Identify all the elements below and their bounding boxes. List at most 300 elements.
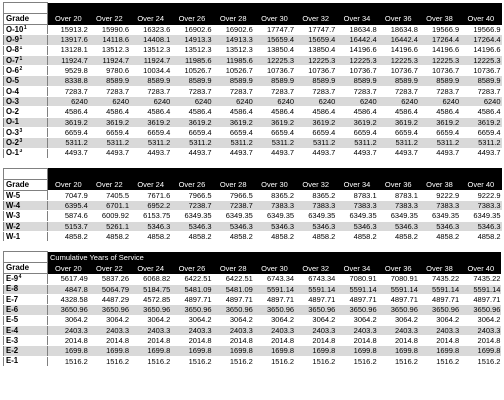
pay-cell: 2014.8 xyxy=(130,336,171,346)
pay-cell: 12225.3 xyxy=(378,55,419,65)
grade-cell xyxy=(4,66,48,76)
grade-cell xyxy=(4,232,48,242)
pay-cell: 4586.4 xyxy=(378,107,419,117)
pay-cell: 11924.7 xyxy=(89,55,130,65)
grade-label: O-2 xyxy=(6,138,19,148)
footnote-marker: 2 xyxy=(19,65,23,72)
pay-cell: 9529.8 xyxy=(48,66,89,76)
pay-cell: 1516.2 xyxy=(130,356,171,366)
pay-cell: 1516.2 xyxy=(295,356,336,366)
pay-cell: 14196.6 xyxy=(460,45,501,55)
grade-cell xyxy=(4,201,48,211)
table-row xyxy=(4,232,502,242)
table-row xyxy=(4,97,502,107)
grade-label: O-10 xyxy=(6,24,24,34)
pay-cell: 14408.1 xyxy=(130,35,171,45)
pay-cell: 2014.8 xyxy=(171,336,212,346)
table-row xyxy=(4,45,502,55)
pay-cell: 4858.2 xyxy=(254,232,295,242)
grade-cell xyxy=(4,211,48,221)
column-header: Over 22 xyxy=(89,263,130,274)
pay-cell: 4858.2 xyxy=(48,232,89,242)
table-row xyxy=(4,107,502,117)
grade-cell xyxy=(4,55,48,65)
grade-cell xyxy=(4,305,48,315)
pay-cell: 1699.8 xyxy=(130,346,171,356)
pay-cell: 4493.7 xyxy=(171,148,212,158)
grade-label: O-1 xyxy=(6,117,19,127)
column-header: Over 30 xyxy=(254,179,295,190)
pay-cell: 6659.4 xyxy=(130,127,171,137)
pay-cell: 10736.7 xyxy=(254,66,295,76)
pay-cell: 5311.2 xyxy=(419,138,460,148)
pay-cell: 10736.7 xyxy=(419,66,460,76)
pay-cell: 11985.6 xyxy=(171,55,212,65)
pay-cell: 15913.2 xyxy=(48,25,89,35)
pay-cell: 17264.4 xyxy=(419,35,460,45)
pay-cell: 15659.4 xyxy=(254,35,295,45)
pay-cell: 7283.7 xyxy=(419,86,460,96)
pay-cell: 19566.9 xyxy=(460,25,501,35)
grade-cell xyxy=(4,127,48,137)
pay-cell: 7283.7 xyxy=(378,86,419,96)
header-row xyxy=(4,14,502,25)
column-header: Over 26 xyxy=(171,179,212,190)
pay-cell: 6659.4 xyxy=(213,127,254,137)
grade-label: E-8 xyxy=(6,284,19,294)
grade-cell xyxy=(4,76,48,86)
pay-cell: 8589.9 xyxy=(213,76,254,86)
column-header: Over 24 xyxy=(130,14,171,25)
pay-cell: 6743.34 xyxy=(254,274,295,284)
pay-cell: 3064.2 xyxy=(378,315,419,325)
pay-cell: 6240 xyxy=(213,97,254,107)
pay-cell: 7383.3 xyxy=(336,201,377,211)
pay-cell: 3619.2 xyxy=(419,117,460,127)
pay-cell: 4858.2 xyxy=(419,232,460,242)
pay-cell: 1516.2 xyxy=(171,356,212,366)
column-header: Over 40 xyxy=(460,179,501,190)
footnote-marker: 4 xyxy=(18,274,22,281)
pay-cell: 15659.4 xyxy=(295,35,336,45)
pay-cell: 4493.7 xyxy=(130,148,171,158)
column-header: Over 38 xyxy=(419,179,460,190)
pay-cell: 3064.2 xyxy=(295,315,336,325)
grade-label: W-4 xyxy=(6,200,21,210)
grade-cell xyxy=(4,274,48,284)
header-row xyxy=(4,179,502,190)
pay-cell: 4897.71 xyxy=(295,294,336,304)
pay-cell: 4586.4 xyxy=(171,107,212,117)
pay-cell: 6240 xyxy=(419,97,460,107)
pay-cell: 7671.6 xyxy=(130,190,171,200)
table-row xyxy=(4,138,502,148)
pay-cell: 4493.7 xyxy=(48,148,89,158)
pay-cell: 6659.4 xyxy=(254,127,295,137)
pay-cell: 6659.4 xyxy=(336,127,377,137)
pay-cell: 5064.79 xyxy=(89,284,130,294)
pay-cell: 7283.7 xyxy=(460,86,501,96)
pay-cell: 2403.3 xyxy=(171,325,212,335)
grade-label: E-2 xyxy=(6,346,19,356)
pay-cell: 7383.3 xyxy=(419,201,460,211)
pay-cell: 2403.3 xyxy=(48,325,89,335)
pay-cell: 6240 xyxy=(295,97,336,107)
pay-cell: 3650.96 xyxy=(89,305,130,315)
grade-label: W-1 xyxy=(6,231,21,241)
pay-cell: 7283.7 xyxy=(295,86,336,96)
pay-cell: 2403.3 xyxy=(419,325,460,335)
pay-cell: 6743.34 xyxy=(295,274,336,284)
pay-cell: 14196.6 xyxy=(378,45,419,55)
pay-cell: 4858.2 xyxy=(213,232,254,242)
grade-cell xyxy=(4,117,48,127)
column-header: Over 20 xyxy=(48,263,89,274)
pay-cell: 4493.7 xyxy=(460,148,501,158)
pay-cell: 4858.2 xyxy=(89,232,130,242)
footnote-marker: 1 xyxy=(19,55,23,62)
pay-cell: 2014.8 xyxy=(460,336,501,346)
pay-cell: 7966.5 xyxy=(171,190,212,200)
pay-cell: 1699.8 xyxy=(48,346,89,356)
column-header: Over 38 xyxy=(419,14,460,25)
grade-label: W-5 xyxy=(6,190,21,200)
pay-cell: 1699.8 xyxy=(213,346,254,356)
table-gap xyxy=(3,159,501,168)
pay-cell: 6659.4 xyxy=(171,127,212,137)
pay-cell: 6349.35 xyxy=(171,211,212,221)
pay-cell: 5311.2 xyxy=(336,138,377,148)
pay-cell: 8589.9 xyxy=(419,76,460,86)
pay-cell: 4586.4 xyxy=(254,107,295,117)
pay-cell: 6659.4 xyxy=(460,127,501,137)
pay-cell: 8589.9 xyxy=(89,76,130,86)
pay-cell: 8783.1 xyxy=(336,190,377,200)
pay-cell: 14118.6 xyxy=(89,35,130,45)
pay-cell: 7435.22 xyxy=(460,274,501,284)
caption-grade-cell xyxy=(4,252,48,263)
caption-text xyxy=(48,168,502,179)
footnote-marker: 3 xyxy=(19,127,23,134)
pay-cell: 3064.2 xyxy=(254,315,295,325)
grade-label: E-9 xyxy=(6,274,19,284)
grade-label: O-3 xyxy=(6,127,19,137)
pay-cell: 5346.3 xyxy=(254,221,295,231)
pay-cell: 12225.3 xyxy=(460,55,501,65)
footnote-marker: 3 xyxy=(19,148,23,155)
table-row xyxy=(4,35,502,45)
pay-cell: 6349.35 xyxy=(378,211,419,221)
pay-cell: 7383.3 xyxy=(460,201,501,211)
pay-cell: 5311.2 xyxy=(171,138,212,148)
pay-cell: 8338.8 xyxy=(48,76,89,86)
pay-cell: 2014.8 xyxy=(419,336,460,346)
pay-cell: 5837.26 xyxy=(89,274,130,284)
pay-cell: 5591.14 xyxy=(460,284,501,294)
pay-cell: 3619.2 xyxy=(89,117,130,127)
pay-cell: 8589.9 xyxy=(378,76,419,86)
pay-cell: 5311.2 xyxy=(89,138,130,148)
pay-cell: 1516.2 xyxy=(48,356,89,366)
pay-cell: 1516.2 xyxy=(336,356,377,366)
pay-cell: 3650.96 xyxy=(378,305,419,315)
pay-cell: 7283.7 xyxy=(89,86,130,96)
pay-cell: 13512.3 xyxy=(213,45,254,55)
pay-cell: 10526.7 xyxy=(213,66,254,76)
pay-cell: 4586.4 xyxy=(419,107,460,117)
grade-label: O-3 xyxy=(6,96,19,106)
pay-cell: 7383.3 xyxy=(254,201,295,211)
pay-cell: 7283.7 xyxy=(336,86,377,96)
pay-cell: 2403.3 xyxy=(130,325,171,335)
grade-label: E-7 xyxy=(6,294,19,304)
pay-cell: 4586.4 xyxy=(336,107,377,117)
pay-cell: 5311.2 xyxy=(213,138,254,148)
pay-cell: 2014.8 xyxy=(213,336,254,346)
pay-cell: 5311.2 xyxy=(295,138,336,148)
pay-cell: 6240 xyxy=(254,97,295,107)
pay-cell: 5591.14 xyxy=(336,284,377,294)
pay-cell: 3064.2 xyxy=(89,315,130,325)
pay-cell: 6422.51 xyxy=(171,274,212,284)
grade-label: E-4 xyxy=(6,325,19,335)
pay-cell: 7966.5 xyxy=(213,190,254,200)
pay-cell: 6240 xyxy=(460,97,501,107)
pay-cell: 10736.7 xyxy=(378,66,419,76)
pay-cell: 1699.8 xyxy=(460,346,501,356)
table-row xyxy=(4,294,502,304)
pay-cell: 2403.3 xyxy=(254,325,295,335)
pay-cell: 4328.58 xyxy=(48,294,89,304)
table-row xyxy=(4,86,502,96)
grade-cell xyxy=(4,315,48,325)
pay-cell: 6349.35 xyxy=(419,211,460,221)
pay-cell: 11924.7 xyxy=(48,55,89,65)
pay-cell: 4493.7 xyxy=(295,148,336,158)
pay-cell: 2403.3 xyxy=(336,325,377,335)
grade-cell xyxy=(4,336,48,346)
pay-cell: 18634.8 xyxy=(378,25,419,35)
grade-header: Grade xyxy=(4,263,48,274)
grade-cell xyxy=(4,284,48,294)
grade-cell xyxy=(4,45,48,55)
pay-cell: 6659.4 xyxy=(295,127,336,137)
pay-cell: 5346.3 xyxy=(130,221,171,231)
pay-cell: 9222.9 xyxy=(460,190,501,200)
grade-label: E-5 xyxy=(6,315,19,325)
pay-cell: 5311.2 xyxy=(130,138,171,148)
pay-cell: 3064.2 xyxy=(460,315,501,325)
pay-cell: 5481.09 xyxy=(213,284,254,294)
grade-header: Grade xyxy=(4,179,48,190)
grade-cell xyxy=(4,35,48,45)
grade-cell xyxy=(4,148,48,158)
pay-cell: 5311.2 xyxy=(254,138,295,148)
pay-cell: 3650.96 xyxy=(213,305,254,315)
pay-cell: 8589.9 xyxy=(130,76,171,86)
pay-cell: 13850.4 xyxy=(295,45,336,55)
grade-label: O-7 xyxy=(6,55,19,65)
caption-text: Cumulative Years of Service xyxy=(48,252,502,263)
pay-cell: 6240 xyxy=(130,97,171,107)
table-gap xyxy=(3,242,501,251)
pay-cell: 8589.9 xyxy=(171,76,212,86)
pay-cell: 14913.3 xyxy=(213,35,254,45)
pay-cell: 6701.1 xyxy=(89,201,130,211)
table-row xyxy=(4,305,502,315)
pay-cell: 6240 xyxy=(89,97,130,107)
pay-cell: 5153.7 xyxy=(48,221,89,231)
pay-cell: 2403.3 xyxy=(295,325,336,335)
pay-cell: 4858.2 xyxy=(295,232,336,242)
pay-cell: 1516.2 xyxy=(254,356,295,366)
pay-cell: 6009.92 xyxy=(89,211,130,221)
pay-cell: 5184.75 xyxy=(130,284,171,294)
pay-cell: 7435.22 xyxy=(419,274,460,284)
pay-cell: 5346.3 xyxy=(336,221,377,231)
pay-cell: 4586.4 xyxy=(460,107,501,117)
pay-cell: 5261.1 xyxy=(89,221,130,231)
column-header: Over 28 xyxy=(213,14,254,25)
pay-cell: 5591.14 xyxy=(419,284,460,294)
pay-cell: 3619.2 xyxy=(130,117,171,127)
pay-cell: 4897.71 xyxy=(419,294,460,304)
pay-cell: 6659.4 xyxy=(378,127,419,137)
pay-cell: 16442.4 xyxy=(378,35,419,45)
pay-cell: 6068.82 xyxy=(130,274,171,284)
column-header: Over 26 xyxy=(171,263,212,274)
pay-cell: 8589.9 xyxy=(295,76,336,86)
grade-label: E-3 xyxy=(6,335,19,345)
footnote-marker: 1 xyxy=(23,24,27,31)
pay-cell: 5874.6 xyxy=(48,211,89,221)
pay-cell: 1699.8 xyxy=(295,346,336,356)
pay-cell: 13128.1 xyxy=(48,45,89,55)
pay-cell: 2014.8 xyxy=(89,336,130,346)
pay-cell: 13850.4 xyxy=(254,45,295,55)
pay-cell: 1516.2 xyxy=(460,356,501,366)
pay-cell: 12225.3 xyxy=(254,55,295,65)
column-header: Over 32 xyxy=(295,263,336,274)
table-row xyxy=(4,25,502,35)
pay-cell: 3064.2 xyxy=(336,315,377,325)
pay-cell: 6659.4 xyxy=(48,127,89,137)
pay-cell: 3619.2 xyxy=(213,117,254,127)
pay-cell: 3064.2 xyxy=(130,315,171,325)
pay-cell: 6349.35 xyxy=(295,211,336,221)
pay-cell: 4572.85 xyxy=(130,294,171,304)
pay-cell: 6240 xyxy=(378,97,419,107)
table-row xyxy=(4,55,502,65)
pay-cell: 4897.71 xyxy=(336,294,377,304)
pay-cell: 3619.2 xyxy=(336,117,377,127)
pay-cell: 5591.14 xyxy=(378,284,419,294)
officer-pay-table xyxy=(3,2,502,159)
pay-cell: 2014.8 xyxy=(295,336,336,346)
column-header: Over 32 xyxy=(295,14,336,25)
pay-cell: 4858.2 xyxy=(460,232,501,242)
pay-cell: 17747.7 xyxy=(254,25,295,35)
column-header: Over 38 xyxy=(419,263,460,274)
caption-grade-cell xyxy=(4,168,48,179)
enlisted-pay-table xyxy=(3,251,501,367)
table-row xyxy=(4,284,502,294)
pay-cell: 7383.3 xyxy=(378,201,419,211)
pay-cell: 13512.3 xyxy=(171,45,212,55)
grade-cell xyxy=(4,138,48,148)
pay-cell: 3619.2 xyxy=(378,117,419,127)
pay-cell: 7283.7 xyxy=(254,86,295,96)
pay-cell: 1699.8 xyxy=(171,346,212,356)
pay-cell: 15990.6 xyxy=(89,25,130,35)
pay-cell: 8589.9 xyxy=(254,76,295,86)
pay-cell: 14196.6 xyxy=(336,45,377,55)
table-row xyxy=(4,346,502,356)
pay-cell: 4586.4 xyxy=(48,107,89,117)
pay-cell: 12225.3 xyxy=(419,55,460,65)
pay-cell: 4858.2 xyxy=(378,232,419,242)
pay-cell: 5311.2 xyxy=(48,138,89,148)
pay-cell: 5591.14 xyxy=(295,284,336,294)
column-header: Over 22 xyxy=(89,179,130,190)
pay-cell: 10034.4 xyxy=(130,66,171,76)
grade-cell xyxy=(4,190,48,200)
grade-label: O-5 xyxy=(6,76,19,86)
pay-cell: 16902.6 xyxy=(171,25,212,35)
caption-row xyxy=(4,3,502,14)
pay-cell: 1699.8 xyxy=(378,346,419,356)
pay-cell: 12225.3 xyxy=(336,55,377,65)
pay-cell: 17264.4 xyxy=(460,35,501,45)
pay-cell: 6659.4 xyxy=(419,127,460,137)
pay-cell: 3064.2 xyxy=(48,315,89,325)
grade-header: Grade xyxy=(4,14,48,25)
pay-cell: 4897.71 xyxy=(171,294,212,304)
pay-cell: 4858.2 xyxy=(171,232,212,242)
pay-cell: 6349.35 xyxy=(336,211,377,221)
table-row xyxy=(4,148,502,158)
pay-cell: 4586.4 xyxy=(89,107,130,117)
pay-cell: 1516.2 xyxy=(89,356,130,366)
pay-cell: 2014.8 xyxy=(336,336,377,346)
grade-label: W-3 xyxy=(6,211,21,221)
column-header: Over 28 xyxy=(213,263,254,274)
pay-cell: 3064.2 xyxy=(171,315,212,325)
pay-cell: 10526.7 xyxy=(171,66,212,76)
pay-cell: 14196.6 xyxy=(419,45,460,55)
pay-cell: 7283.7 xyxy=(48,86,89,96)
grade-cell xyxy=(4,356,48,366)
pay-cell: 6952.2 xyxy=(130,201,171,211)
pay-cell: 2403.3 xyxy=(213,325,254,335)
pay-cell: 3064.2 xyxy=(213,315,254,325)
pay-cell: 7283.7 xyxy=(213,86,254,96)
table-row xyxy=(4,66,502,76)
pay-cell: 1699.8 xyxy=(89,346,130,356)
pay-cell: 16323.6 xyxy=(130,25,171,35)
pay-cell: 6422.51 xyxy=(213,274,254,284)
pay-cell: 2403.3 xyxy=(460,325,501,335)
grade-cell xyxy=(4,25,48,35)
pay-cell: 3064.2 xyxy=(419,315,460,325)
pay-cell: 4493.7 xyxy=(213,148,254,158)
pay-cell: 1516.2 xyxy=(378,356,419,366)
pay-cell: 4858.2 xyxy=(336,232,377,242)
pay-cell: 3619.2 xyxy=(48,117,89,127)
grade-label: O-1 xyxy=(6,148,19,158)
pay-cell: 3650.96 xyxy=(171,305,212,315)
column-header: Over 30 xyxy=(254,14,295,25)
